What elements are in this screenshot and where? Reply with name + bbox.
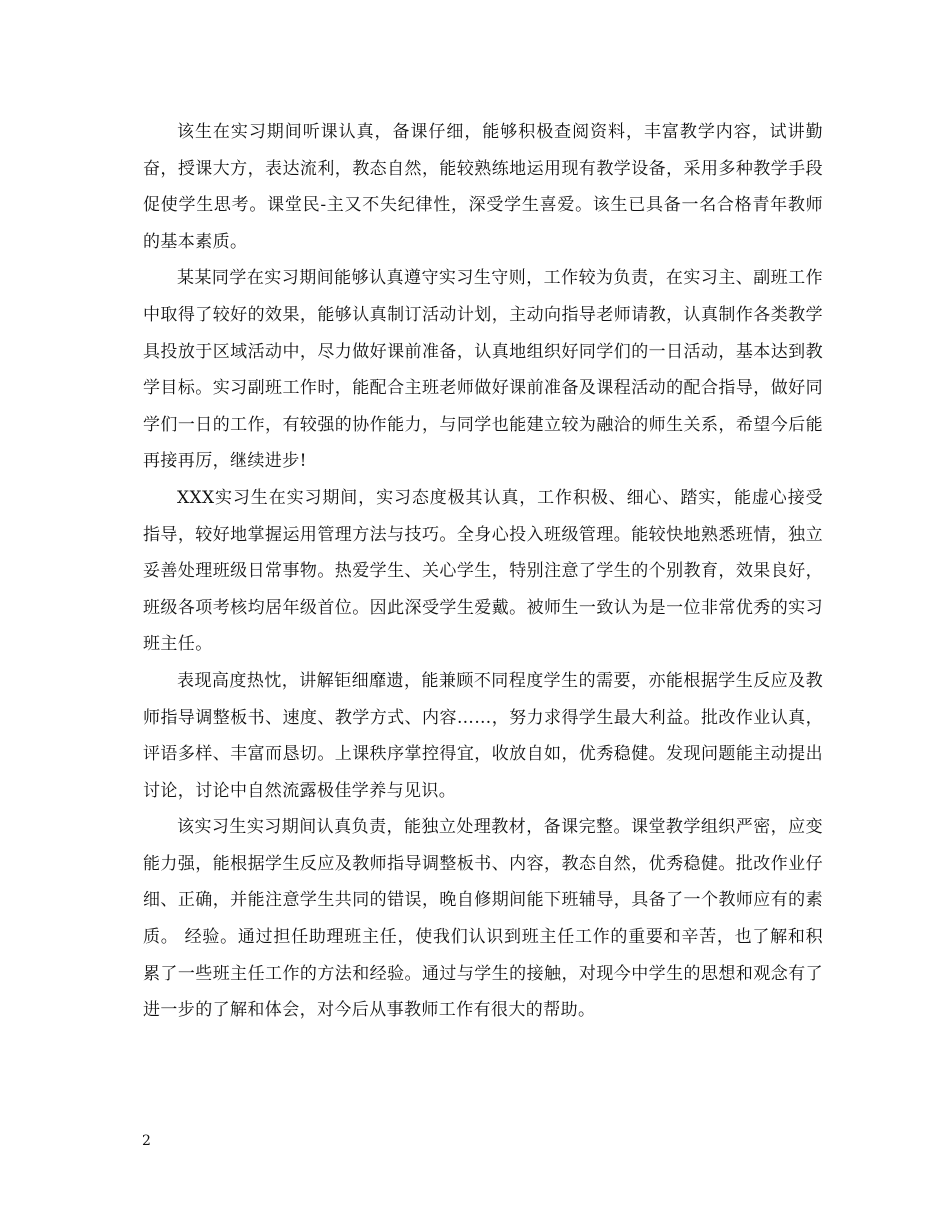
- paragraph-1: 该生在实习期间听课认真，备课仔细，能够积极查阅资料，丰富教学内容，试讲勤奋，授课大方，表达流利，教态自然，能较熟练地运用现有教学设备，采用多种教学手段促使学生思考。课堂民-主又不失纪律性，深受学生喜爱。该生已具备一名合格青年教师的基本素质。: [143, 122, 823, 252]
- page-number: 2: [142, 1133, 151, 1149]
- paragraph-5: 该实习生实习期间认真负责，能独立处理教材，备课完整。课堂教学组织严密，应变能力强，能根据学生反应及教师指导调整板书、内容，教态自然，优秀稳健。批改作业仔细、正确，并能注意学生共同的错误，晚自修期间能下班辅导，具备了一个教师应有的素质。 经验。通过担任助理班主任，使我们认识到班主任工作的重要和辛苦，也了解和积累了一些班主任工作的方法和经验。通过与学生的接触，对现今中学生的思想和观念有了进一步的了解和体会，对今后从事教师工作有很大的帮助。: [143, 817, 823, 1021]
- paragraph-3: XXX实习生在实习期间，实习态度极其认真，工作积极、细心、踏实，能虚心接受指导，较好地掌握运用管理方法与技巧。全身心投入班级管理。能较快地熟悉班情，独立妥善处理班级日常事物。热爱学生、关心学生，特别注意了学生的个别教育，效果良好，班级各项考核均居年级首位。因此深受学生爱戴。被师生一致认为是一位非常优秀的实习班主任。: [143, 487, 823, 655]
- document-body: [143, 114, 823, 1029]
- paragraph-2: 某某同学在实习期间能够认真遵守实习生守则，工作较为负责，在实习主、副班工作中取得了较好的效果，能够认真制订活动计划，主动向指导老师请教，认真制作各类教学具投放于区域活动中，尽力做好课前准备，认真地组织好同学们的一日活动，基本达到教学目标。实习副班工作时，能配合主班老师做好课前准备及课程活动的配合指导，做好同学们一日的工作，有较强的协作能力，与同学也能建立较为融洽的师生关系，希望今后能再接再厉，继续进步!: [143, 268, 823, 472]
- paragraph-4: 表现高度热忱，讲解钜细靡遗，能兼顾不同程度学生的需要，亦能根据学生反应及教师指导调整板书、速度、教学方式、内容……，努力求得学生最大利益。批改作业认真，评语多样、丰富而恳切。上课秩序掌控得宜，收放自如，优秀稳健。发现问题能主动提出讨论，讨论中自然流露极佳学养与见识。: [143, 670, 823, 801]
